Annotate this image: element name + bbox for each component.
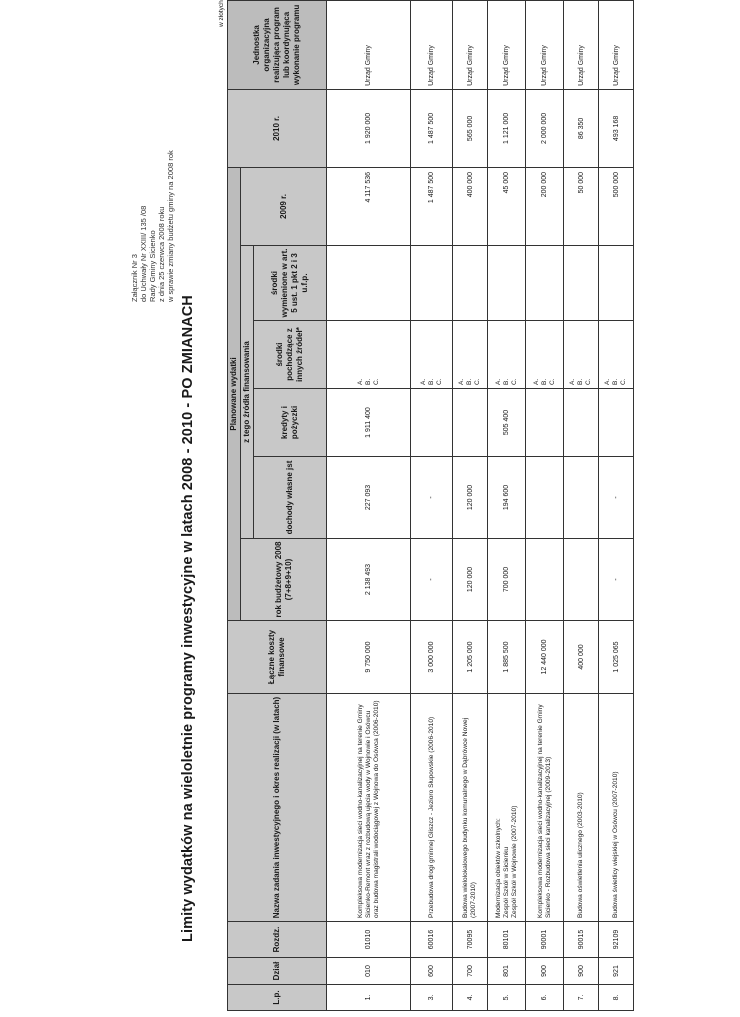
- cell-kredyty: [453, 389, 488, 457]
- cell-task-name: Kompleksowa modernizacja sieci wodno-kanalizacyjnej na terenie Gminy Sicienko - Rozbudowa sieci kanalizacyjnej (2009-2013): [526, 694, 564, 922]
- header-2010: 2010 r.: [228, 89, 327, 167]
- cell-kredyty: [526, 389, 564, 457]
- annex-line-3: Rady Gminy Sicienko: [148, 230, 157, 302]
- cell-2009: 500 000: [599, 167, 634, 245]
- cell-rozdz: 01010: [327, 922, 411, 958]
- table-row: [411, 0, 453, 1010]
- cell-dzial: 600: [411, 958, 453, 985]
- header-name: Nazwa zadania inwestycyjnego i okres realizacji (w latach): [228, 694, 327, 922]
- cell-kredyty: 505 400: [488, 389, 526, 457]
- cell-koszty: 1 025 065: [599, 621, 634, 694]
- cell-rok-budzetowy: [526, 539, 564, 621]
- investment-table: [227, 0, 634, 1011]
- cell-dochody: -: [411, 457, 453, 539]
- header-rok-budzetowy: rok budżetowy 2008 (7+8+9+10): [241, 539, 327, 621]
- cell-art: [411, 246, 453, 321]
- table-row: [599, 0, 634, 1010]
- cell-art: [564, 246, 599, 321]
- cell-jednostka: Urząd Gminy: [327, 0, 411, 89]
- cell-dzial: 700: [453, 958, 488, 985]
- cell-lp: 5.: [488, 985, 526, 1011]
- cell-2010: 493 168: [599, 89, 634, 167]
- cell-2009: 200 000: [526, 167, 564, 245]
- table-header: [228, 0, 327, 1010]
- cell-task-name: Budowa świetlicy wiejskiej w Osówcu (2007-2010): [599, 694, 634, 922]
- table-row: [526, 0, 564, 1010]
- cell-dochody: [564, 457, 599, 539]
- cell-art: [327, 246, 411, 321]
- cell-2009: 400 000: [453, 167, 488, 245]
- cell-lp: 1.: [327, 985, 411, 1011]
- cell-2009: 1 487 500: [411, 167, 453, 245]
- cell-rok-budzetowy: 120 000: [453, 539, 488, 621]
- cell-rozdz: 90001: [526, 922, 564, 958]
- cell-lp: 8.: [599, 985, 634, 1011]
- cell-inne-zrodla: A. B. C.: [453, 321, 488, 389]
- cell-dochody: 194 600: [488, 457, 526, 539]
- cell-2009: 50 000: [564, 167, 599, 245]
- annex-line-5: w sprawie zmiany budżetu gminy na 2008 rok: [166, 150, 175, 302]
- cell-2010: 1 121 000: [488, 89, 526, 167]
- cell-rozdz: 80101: [488, 922, 526, 958]
- annex-note: [130, 150, 175, 302]
- cell-lp: 3.: [411, 985, 453, 1011]
- cell-kredyty: 1 911 400: [327, 389, 411, 457]
- cell-kredyty: [564, 389, 599, 457]
- cell-koszty: 400 000: [564, 621, 599, 694]
- cell-task-name: Przebudowa drogi gminnej Gliszcz - Jezioro Słupowskie (2006-2010): [411, 694, 453, 922]
- cell-art: [526, 246, 564, 321]
- cell-kredyty: [411, 389, 453, 457]
- cell-2009: 45 000: [488, 167, 526, 245]
- table-row: [488, 0, 526, 1010]
- cell-rozdz: 90015: [564, 922, 599, 958]
- cell-koszty: 3 000 000: [411, 621, 453, 694]
- cell-koszty: 12 440 000: [526, 621, 564, 694]
- cell-dzial: 921: [599, 958, 634, 985]
- cell-task-name: Budowa wielolokalowego budynku komunalnego w Dąbrówce Nowej (2007-2010): [453, 694, 488, 922]
- header-jednostka: Jednostka organizacyjna realizująca program lub koordynująca wykonanie programu: [228, 0, 327, 89]
- cell-inne-zrodla: A. B. C.: [599, 321, 634, 389]
- unit-label: w złotych: [218, 0, 225, 27]
- table-row: [327, 0, 411, 1010]
- cell-jednostka: Urząd Gminy: [564, 0, 599, 89]
- cell-2010: 1 487 500: [411, 89, 453, 167]
- cell-inne-zrodla: A. B. C.: [411, 321, 453, 389]
- cell-dochody: 227 093: [327, 457, 411, 539]
- cell-rok-budzetowy: 700 000: [488, 539, 526, 621]
- cell-jednostka: Urząd Gminy: [599, 0, 634, 89]
- cell-dochody: -: [599, 457, 634, 539]
- header-koszty: Łączne koszty finansowe: [228, 621, 327, 694]
- cell-dochody: [526, 457, 564, 539]
- cell-lp: 6.: [526, 985, 564, 1011]
- cell-task-name: Budowa oświetlenia ulicznego (2003-2010): [564, 694, 599, 922]
- cell-rok-budzetowy: -: [411, 539, 453, 621]
- cell-art: [488, 246, 526, 321]
- cell-dzial: 010: [327, 958, 411, 985]
- cell-inne-zrodla: A. B. C.: [488, 321, 526, 389]
- cell-jednostka: Urząd Gminy: [488, 0, 526, 89]
- header-rozdz: Rozdz.: [228, 922, 327, 958]
- cell-2009: 4 117 536: [327, 167, 411, 245]
- header-dzial: Dział: [228, 958, 327, 985]
- annex-line-2: do Uchwały Nr XXIII/ 135 /08: [139, 205, 148, 302]
- header-inne-zrodla: środki pochodzące z innych źródeł*: [254, 321, 327, 389]
- annex-line-4: z dnia 25 czerwca 2008 roku: [157, 206, 166, 302]
- cell-jednostka: Urząd Gminy: [411, 0, 453, 89]
- cell-rozdz: 70095: [453, 922, 488, 958]
- header-2009: 2009 r.: [241, 167, 327, 245]
- cell-dzial: 801: [488, 958, 526, 985]
- cell-koszty: 9 750 000: [327, 621, 411, 694]
- cell-2010: 565 000: [453, 89, 488, 167]
- cell-dzial: 900: [526, 958, 564, 985]
- header-planowane: Planowane wydatki: [228, 167, 241, 620]
- cell-inne-zrodla: A. B. C.: [526, 321, 564, 389]
- cell-rok-budzetowy: 2 138 493: [327, 539, 411, 621]
- cell-koszty: 1 885 500: [488, 621, 526, 694]
- cell-dzial: 900: [564, 958, 599, 985]
- cell-inne-zrodla: A. B. C.: [564, 321, 599, 389]
- cell-rok-budzetowy: [564, 539, 599, 621]
- table-row: [453, 0, 488, 1010]
- header-kredyty: kredyty i pożyczki: [254, 389, 327, 457]
- header-art: środki wymienione w art. 5 ust. 1 pkt 2 i 3 u.f.p.: [254, 246, 327, 321]
- cell-rok-budzetowy: -: [599, 539, 634, 621]
- cell-2010: 2 000 000: [526, 89, 564, 167]
- cell-jednostka: Urząd Gminy: [453, 0, 488, 89]
- cell-jednostka: Urząd Gminy: [526, 0, 564, 89]
- header-zrodla: z tego źródła finansowania: [241, 246, 254, 539]
- cell-lp: 4.: [453, 985, 488, 1011]
- annex-line-1: Załącznik Nr 3: [130, 254, 139, 302]
- cell-kredyty: [599, 389, 634, 457]
- cell-rozdz: 92109: [599, 922, 634, 958]
- cell-rozdz: 60016: [411, 922, 453, 958]
- cell-koszty: 1 205 000: [453, 621, 488, 694]
- cell-2010: 86 350: [564, 89, 599, 167]
- header-lp: L.p.: [228, 985, 327, 1011]
- page-title: Limity wydatków na wieloletnie programy inwestycyjne w latach 2008 - 2010 - PO ZMIANACH: [180, 295, 196, 942]
- cell-task-name: Modernizacja obiektów szkolnych: Zespół Szkół w Sicienku Zespół Szkół w Wojnowie (2007-2010): [488, 694, 526, 922]
- cell-lp: 7.: [564, 985, 599, 1011]
- cell-inne-zrodla: A. B. C.: [327, 321, 411, 389]
- table-row: [564, 0, 599, 1010]
- cell-2010: 1 920 000: [327, 89, 411, 167]
- cell-art: [453, 246, 488, 321]
- cell-task-name: Kompleksowa modernizacja sieci wodno-kanalizacyjnej na terenie Gminy Sicienko-Remont wraz z rozbudową ujęcia wody w Wojnowie i Osówcu oraz budowa magistrali wodociągowej z Wojnowa do Osówca (2006-2010): [327, 694, 411, 922]
- header-dochody: dochody własne jst: [254, 457, 327, 539]
- cell-art: [599, 246, 634, 321]
- table-body: [327, 0, 634, 1010]
- cell-dochody: 120 000: [453, 457, 488, 539]
